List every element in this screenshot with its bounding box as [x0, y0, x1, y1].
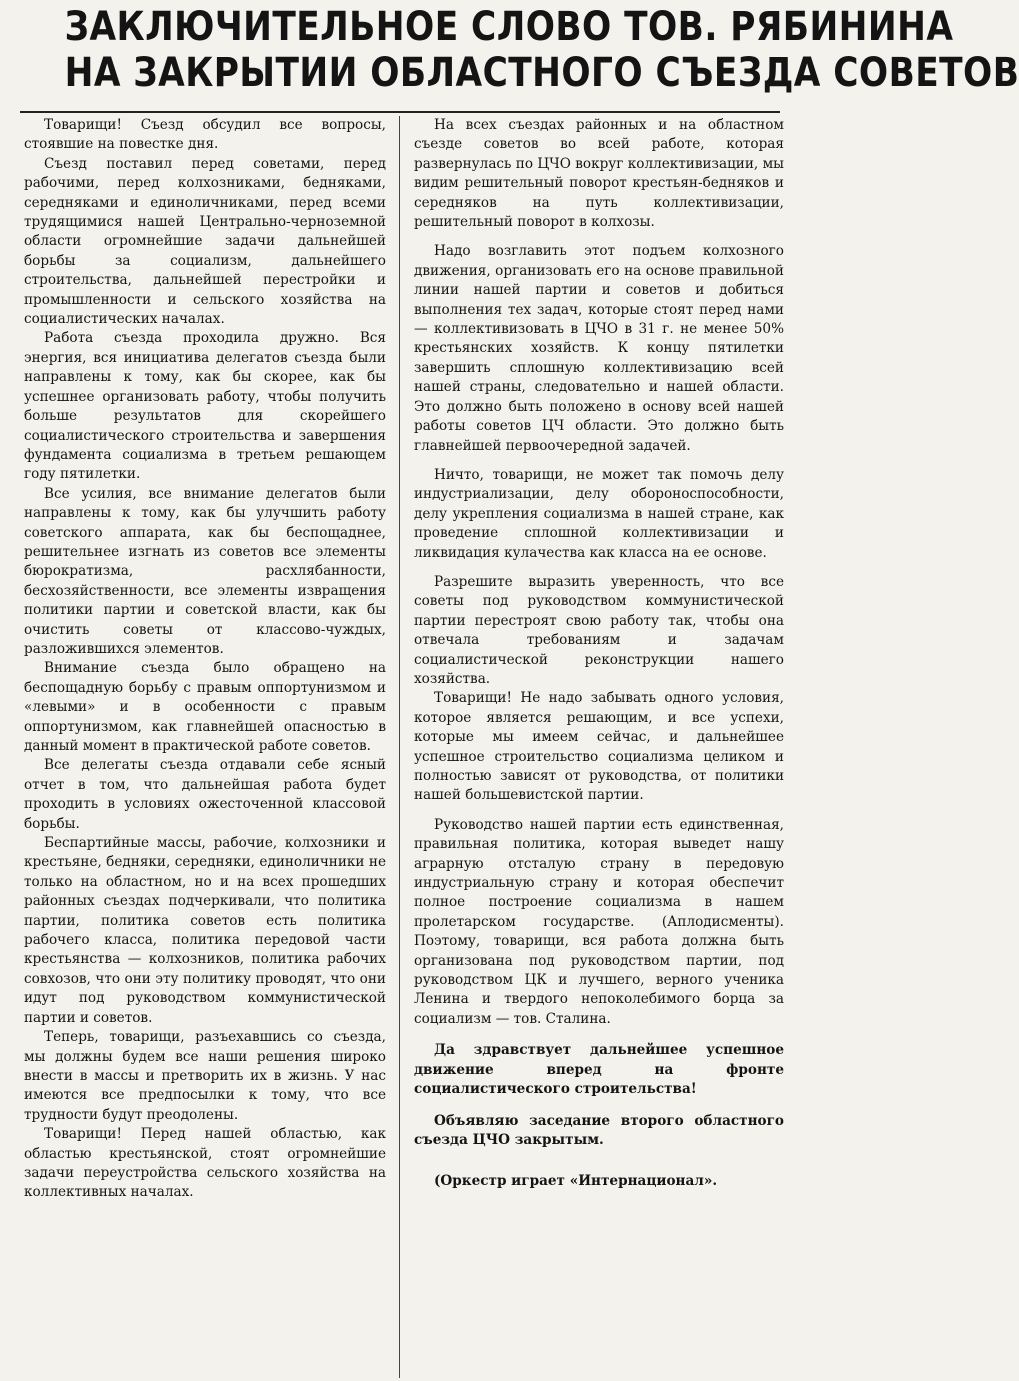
closing-remark: (Оркестр играет «Интернационал».	[434, 1173, 718, 1190]
paragraph: Беспартийные массы, рабочие, колхозники и крестьяне, бедняки, середняки, единоличники не только на областном, но и на всех прошедших районных съездах подчеркивали, что политика партии, политика советов есть политика рабочего класса, политика передовой части крестьянства — колхозников, политика рабочих совхозов, что они эту политику проводят, что они идут под руководством коммунистической партии и советов.	[24, 835, 386, 1026]
paragraph: Все усилия, все внимание делегатов были направлены к тому, как бы улучшить работу советского аппарата, как бы беспощаднее, решительнее изгнать из советов все элементы бюрократизма, расхлябанности, бесхозяйственности, все элементы извращения политики партии и советской власти, как бы очистить советы от классово-чуждых, разложившихся элементов.	[24, 485, 386, 657]
left-column	[24, 116, 386, 1378]
closing-slogan: Да здравствует дальнейшее успешное движение вперед на фронте социалистического строительства!	[414, 1042, 784, 1098]
paragraph: Товарищи! Перед нашей областью, как областью крестьянской, стоят огромнейшие задачи переустройства сельского хозяйства на коллективных началах.	[24, 1126, 386, 1201]
paragraph: На всех съездах районных и на областном съезде советов во всей работе, которая развернулась по ЦЧО вокруг коллективизации, мы видим решительный поворот крестьян-бедняков и середняков на путь коллективизации, решительный поворот в колхозы.	[414, 117, 784, 231]
paragraph: Теперь, товарищи, разъехавшись со съезда, мы должны будем все наши решения широко внести в массы и претворить их в жизнь. У нас имеются все предпосылки к тому, что все трудности будут преодолены.	[24, 1029, 386, 1123]
paragraph: Ничто, товарищи, не может так помочь делу индустриализации, делу обороноспособности, делу укрепления социализма в нашей стране, как проведение сплошной коллективизации и ликвидация кулачества как класса на ее основе.	[414, 466, 784, 561]
right-column	[414, 116, 784, 1378]
headline-line-1: ЗАКЛЮЧИТЕЛЬНОЕ СЛОВО ТОВ. РЯБИНИНА	[64, 4, 954, 50]
paragraph: Все делегаты съезда отдавали себе ясный отчет в том, что дальнейшая работа будет проходить в условиях ожесточенной классовой борьбы.	[24, 757, 386, 832]
paragraph: Внимание съезда было обращено на беспощадную борьбу с правым оппортунизмом и «левыми» и в особенности с правым оппортунизмом, как главнейшей опасностью в данный момент в практической работе советов.	[24, 660, 386, 754]
headline-rule	[20, 111, 780, 113]
paragraph: Товарищи! Съезд обсудил все вопросы, стоявшие на повестке дня.	[24, 117, 386, 153]
paragraph: Надо возглавить этот подъем колхозного движения, организовать его на основе правильной линии нашей партии и советов и добиться выполнения тех задач, которые стоят перед нами — коллективизовать в ЦЧО в 31 г. не менее 50% крестьянских хозяйств. К концу пятилетки завершить сплошную коллективизацию всей нашей страны, следовательно и нашей области. Это должно быть положено в основу всей нашей работы советов ЦЧ области. Это должно быть главнейшей первоочередной задачей.	[414, 243, 784, 454]
paragraph: Съезд поставил перед советами, перед рабочими, перед колхозниками, бедняками, середняками и единоличниками, перед всеми трудящимися нашей Центрально-черноземной области огромнейшие задачи дальнейшей борьбы за социализм, дальнейшего строительства, дальнейшей перестройки и промышленности и сельского хозяйства на социалистических началах.	[24, 155, 386, 328]
paragraph: Товарищи! Не надо забывать одного условия, которое является решающим, и все успехи, которые мы имеем сейчас, и дальнейшее успешное строительство социализма целиком и полностью зависят от руководства, от политики нашей большевистской партии.	[414, 690, 784, 804]
headline	[64, 4, 1019, 96]
headline-line-2: НА ЗАКРЫТИИ ОБЛАСТНОГО СЪЕЗДА СОВЕТОВ	[64, 50, 1019, 96]
column-divider	[399, 116, 400, 1378]
paragraph: Разрешите выразить уверенность, что все советы под руководством коммунистической партии перестроят свою работу так, чтобы она отвечала требованиям и задачам социалистической реконструкции нашего хозяйства.	[414, 573, 784, 687]
paragraph: Руководство нашей партии есть единственная, правильная политика, которая выведет нашу аграрную отсталую страну в передовую индустриальную страну и которая обеспечит полное построение социализма в нашем пролетарском государстве. (Аплодисменты). Поэтому, товарищи, вся работа должна быть организована под руководством партии, под руководством ЦК и лучшего, верного ученика Ленина и твердого непоколебимого борца за социализм — тов. Сталина.	[414, 816, 784, 1027]
closing-announcement: Объявляю заседание второго областного съезда ЦЧО закрытым.	[414, 1112, 784, 1148]
paragraph: Работа съезда проходила дружно. Вся энергия, вся инициатива делегатов съезда были направлены к тому, как бы скорее, как бы успешнее организовать работу, чтобы получить больше результатов для скорейшего социалистического строительства и завершения фундамента социализма в третьем решающем году пятилетки.	[24, 330, 386, 483]
